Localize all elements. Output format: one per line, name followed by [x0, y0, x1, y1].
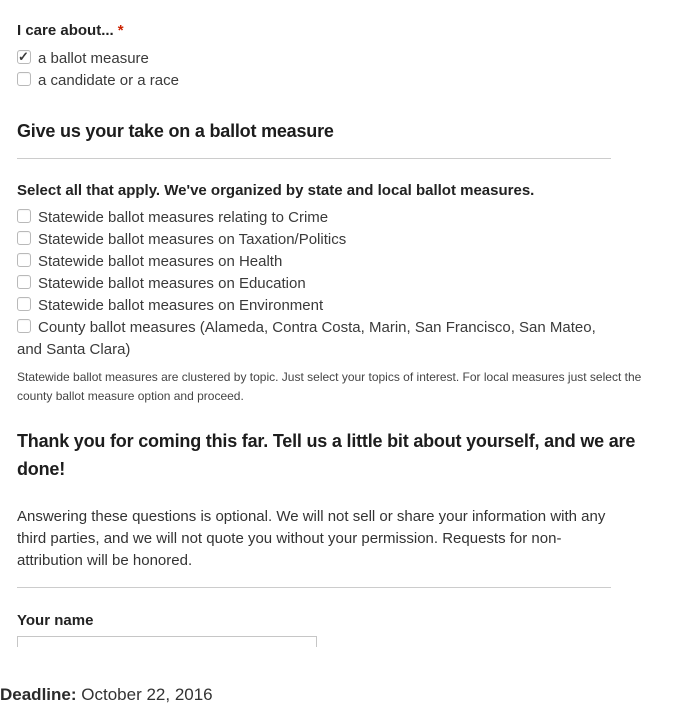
care-option-list	[17, 48, 685, 92]
checkbox-option-label: a candidate or a race	[38, 72, 179, 89]
checkbox-unchecked-icon[interactable]	[17, 297, 31, 311]
select-all-prompt: Select all that apply. We've organized by state and local ballot measures.	[17, 182, 535, 199]
checkbox-option-education[interactable]	[17, 273, 617, 295]
name-field-label: Your name	[17, 612, 94, 629]
measure-help-text: Statewide ballot measures are clustered by topic. Just select your topics of interest. For local measures just select the county ballot measure option and proceed.	[17, 370, 642, 403]
name-input[interactable]	[17, 636, 317, 647]
thanks-heading: Thank you for coming this far. Tell us a little bit about yourself, and we are done!	[17, 431, 636, 479]
checkbox-option-label: Statewide ballot measures on Taxation/Politics	[38, 231, 347, 248]
deadline-note	[0, 684, 700, 706]
care-question-label	[17, 22, 685, 40]
checkbox-option-label: a ballot measure	[38, 50, 149, 67]
required-asterisk: *	[117, 22, 124, 39]
checkbox-unchecked-icon[interactable]	[17, 72, 31, 86]
checkbox-option-label: County ballot measures (Alameda, Contra Costa, Marin, San Francisco, San Mateo, and Santa Clara)	[17, 319, 596, 358]
checkbox-unchecked-icon[interactable]	[17, 275, 31, 289]
name-input-clip	[17, 636, 319, 647]
checkmark-icon: ✓	[18, 49, 29, 64]
measure-option-list	[17, 207, 685, 361]
checkbox-option-label: Statewide ballot measures on Environment	[38, 297, 324, 314]
deadline-value: October 22, 2016	[81, 685, 213, 704]
checkbox-checked-icon[interactable]	[17, 50, 31, 64]
checkbox-option-label: Statewide ballot measures on Health	[38, 253, 283, 270]
checkbox-option-label: Statewide ballot measures relating to Crime	[38, 209, 329, 226]
checkbox-option-environment[interactable]	[17, 295, 617, 317]
checkbox-option-crime[interactable]	[17, 207, 617, 229]
care-question-text: I care about...	[17, 22, 114, 39]
checkbox-unchecked-icon[interactable]	[17, 231, 31, 245]
ballot-measure-section-heading: Give us your take on a ballot measure	[17, 121, 334, 141]
privacy-note: Answering these questions is optional. We will not sell or share your information with any third parties, and we will not quote you without your permission. Requests for non-attribution will be honored.	[17, 508, 606, 569]
section-divider	[17, 158, 611, 159]
checkbox-option-label: Statewide ballot measures on Education	[38, 275, 306, 292]
deadline-label: Deadline:	[0, 685, 77, 704]
section-divider	[17, 587, 611, 588]
checkbox-option-health[interactable]	[17, 251, 617, 273]
checkbox-option-taxation-politics[interactable]	[17, 229, 617, 251]
checkbox-unchecked-icon[interactable]	[17, 253, 31, 267]
checkbox-option-candidate-race[interactable]	[17, 70, 617, 92]
checkbox-option-county-measures[interactable]	[17, 317, 617, 361]
checkbox-option-ballot-measure[interactable]	[17, 48, 617, 70]
checkbox-unchecked-icon[interactable]	[17, 209, 31, 223]
checkbox-unchecked-icon[interactable]	[17, 319, 31, 333]
